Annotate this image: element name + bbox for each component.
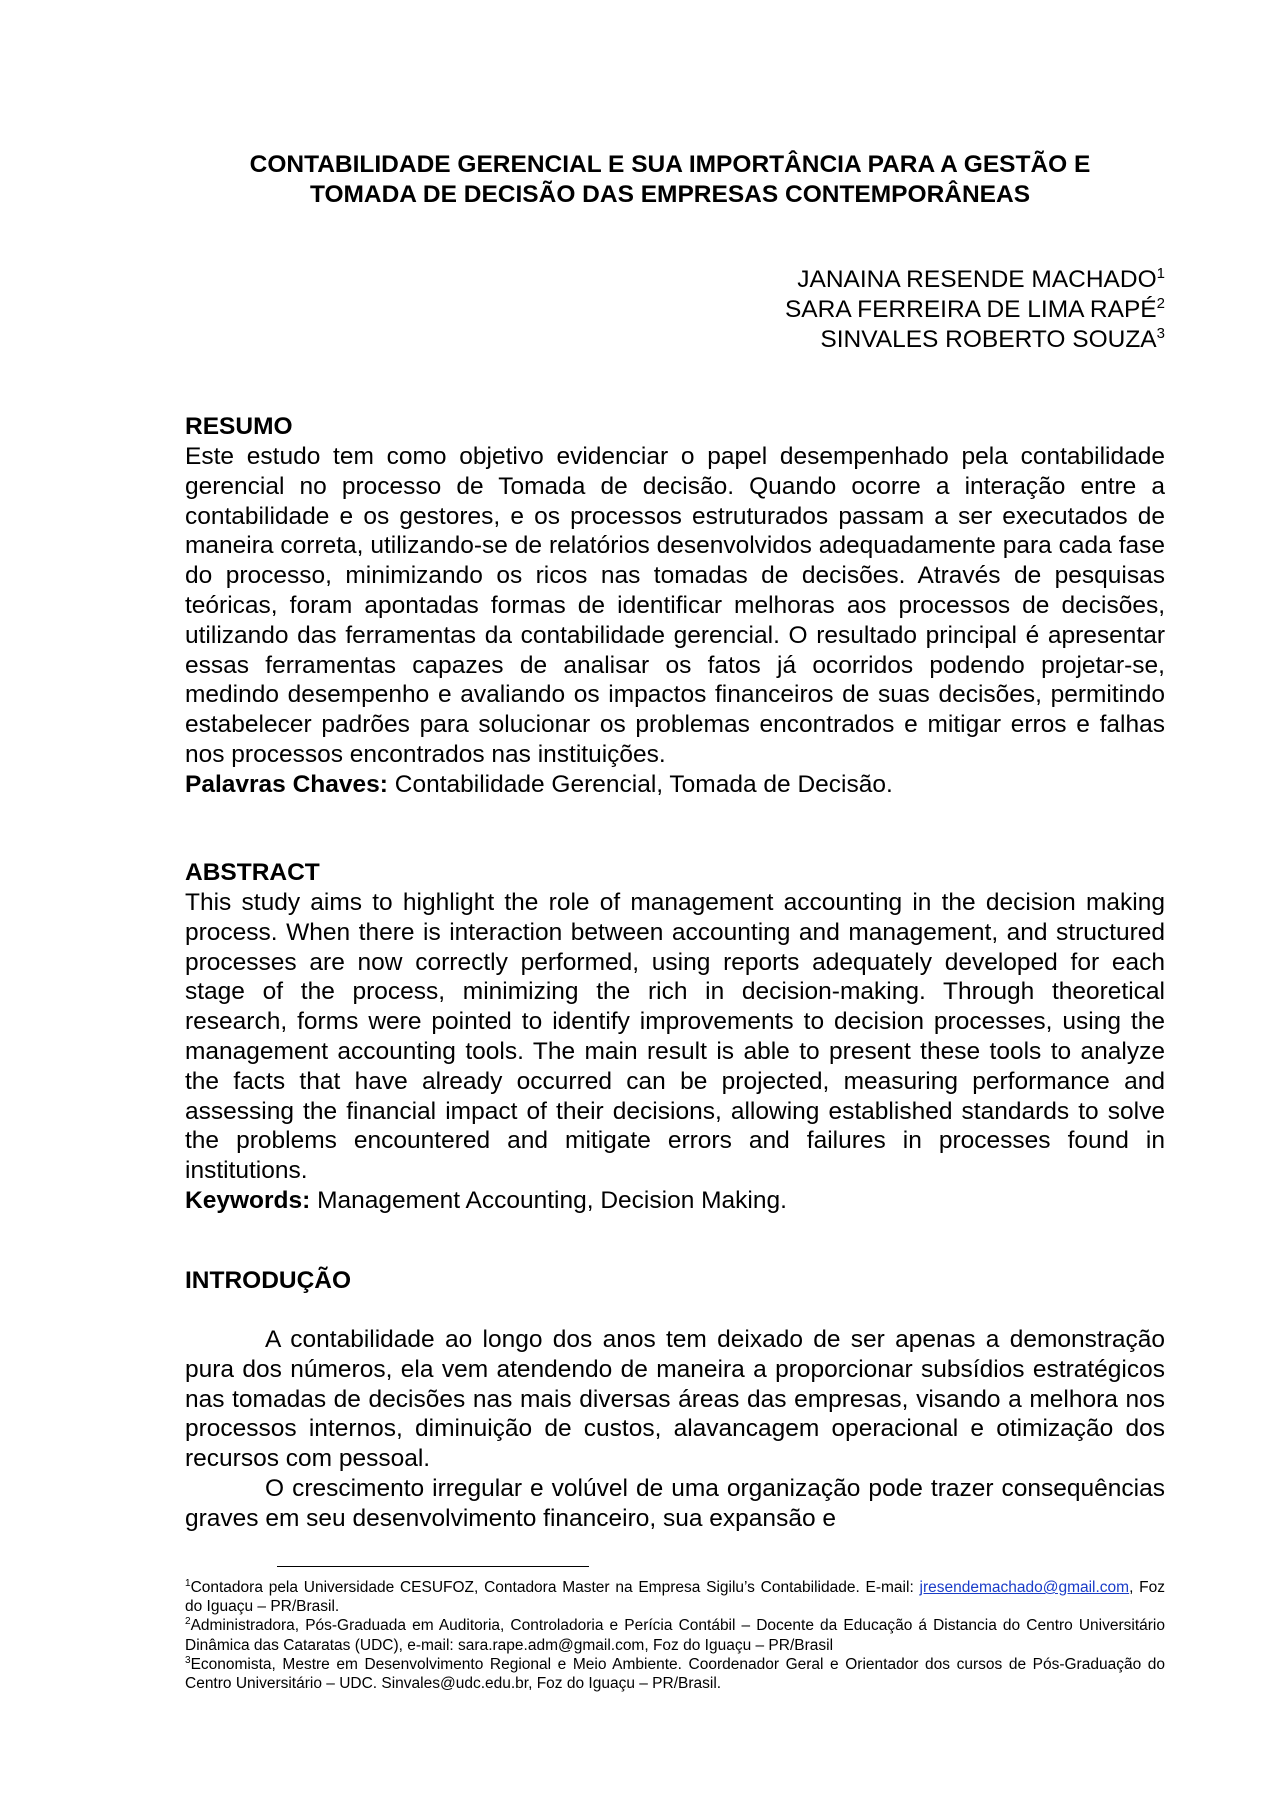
introducao-section bbox=[185, 1266, 1165, 1296]
abstract-heading: ABSTRACT bbox=[185, 859, 320, 886]
author-1 bbox=[785, 265, 1165, 295]
footnote-marker: 1 bbox=[185, 1578, 191, 1589]
author-footnote-marker: 2 bbox=[1156, 295, 1165, 312]
introducao-body bbox=[185, 1325, 1165, 1534]
abstract-text: This study aims to highlight the role of management accounting in the decision making process. When there is interaction between accounting and management, and structured processes are now correctly performed, using reports adequately developed for each stage of the process, minimizing the rich in decision-making. Through theoretical research, forms were pointed to identify improvements to decision processes, using the management accounting tools. The main result is able to present these tools to analyze the facts that have already occurred can be projected, measuring performance and assessing the financial impact of their decisions, allowing established standards to solve the problems encountered and mitigate errors and failures in processes found in institutions. bbox=[185, 889, 1165, 1185]
footnote-2 bbox=[185, 1616, 1165, 1654]
abstract-section bbox=[185, 858, 1165, 1216]
author-footnote-marker: 3 bbox=[1156, 325, 1165, 342]
footnotes bbox=[185, 1578, 1165, 1693]
footnote-marker: 2 bbox=[185, 1616, 191, 1628]
introducao-heading: INTRODUÇÃO bbox=[185, 1267, 352, 1294]
title-line-1: CONTABILIDADE GERENCIAL E SUA IMPORTÂNCIA PARA A GESTÃO E bbox=[249, 151, 1091, 178]
author-name: SARA FERREIRA DE LIMA RAPÉ bbox=[784, 296, 1157, 323]
footnote-text: Administradora, Pós-Graduada em Auditoria, Controladoria e Perícia Contábil – Docente da Educação á Distancia do Centro Universitário Dinâmica das Cataratas (UDC), e-mail: sara.rape.adm@gmail.com, Foz do Iguaçu – PR/Brasil bbox=[185, 1617, 1165, 1654]
abstract-keywords-label: Keywords: bbox=[185, 1186, 311, 1214]
footnote-text: Contadora pela Universidade CESUFOZ, Contadora Master na Empresa Sigilu’s Contabilidade. E-mail: bbox=[190, 1579, 920, 1596]
footnote-marker: 3 bbox=[185, 1654, 191, 1666]
abstract-keywords bbox=[185, 1186, 1165, 1216]
resumo-heading: RESUMO bbox=[185, 413, 293, 440]
title-line-2: TOMADA DE DECISÃO DAS EMPRESAS CONTEMPORÂNEAS bbox=[309, 181, 1031, 208]
email-link[interactable]: jresendemachado@gmail.com bbox=[919, 1579, 1130, 1596]
resumo-text: Este estudo tem como objetivo evidenciar o papel desempenhado pela contabilidade gerencial no processo de Tomada de decisão. Quando ocorre a interação entre a contabilidade e os gestores, e os processos estruturados passam a ser executados de maneira correta, utilizando-se de relatórios desenvolvidos adequadamente para cada fase do processo, minimizando os ricos nas tomadas de decisões. Através de pesquisas teóricas, foram apontadas formas de identificar melhoras aos processos de decisões, utilizando das ferramentas da contabilidade gerencial. O resultado principal é apresentar essas ferramentas capazes de analisar os fatos já ocorridos podendo projetar-se, medindo desempenho e avaliando os impactos financeiros de suas decisões, permitindo estabelecer padrões para solucionar os problemas encontrados e mitigar erros e falhas nos processos encontrados nas instituições. bbox=[185, 443, 1165, 768]
author-list bbox=[785, 265, 1165, 355]
author-2 bbox=[785, 295, 1165, 325]
footnote-3 bbox=[185, 1655, 1165, 1693]
resumo-keywords bbox=[185, 770, 1165, 800]
resumo-keywords-value: Contabilidade Gerencial, Tomada de Decisão. bbox=[387, 770, 893, 798]
resumo-keywords-label: Palavras Chaves: bbox=[185, 770, 388, 798]
paper-title bbox=[160, 150, 1180, 210]
author-footnote-marker: 1 bbox=[1156, 265, 1165, 282]
author-3 bbox=[785, 325, 1165, 355]
footnote-text: Economista, Mestre em Desenvolvimento Regional e Meio Ambiente. Coordenador Geral e Orientador dos cursos de Pós-Graduação do Centro Universitário – UDC. Sinvales@udc.edu.br, Foz do Iguaçu – PR/Brasil. bbox=[185, 1655, 1165, 1693]
footnote-1 bbox=[185, 1578, 1165, 1616]
author-name: JANAINA RESENDE MACHADO bbox=[797, 266, 1157, 293]
footnote-text-after: , Foz do Iguaçu – PR/Brasil. bbox=[185, 1579, 1165, 1616]
author-name: SINVALES ROBERTO SOUZA bbox=[820, 326, 1157, 353]
introducao-paragraph-2: O crescimento irregular e volúvel de uma organização pode trazer consequências graves em seu desenvolvimento financeiro, sua expansão e bbox=[185, 1474, 1165, 1532]
footnote-separator bbox=[277, 1566, 589, 1567]
introducao-paragraph-1: A contabilidade ao longo dos anos tem deixado de ser apenas a demonstração pura dos números, ela vem atendendo de maneira a proporcionar subsídios estratégicos nas tomadas de decisões nas mais diversas áreas das empresas, visando a melhora nos processos internos, diminuição de custos, alavancagem operacional e otimização dos recursos com pessoal. bbox=[185, 1326, 1165, 1473]
resumo-section bbox=[185, 412, 1165, 800]
abstract-keywords-value: Management Accounting, Decision Making. bbox=[310, 1186, 787, 1214]
